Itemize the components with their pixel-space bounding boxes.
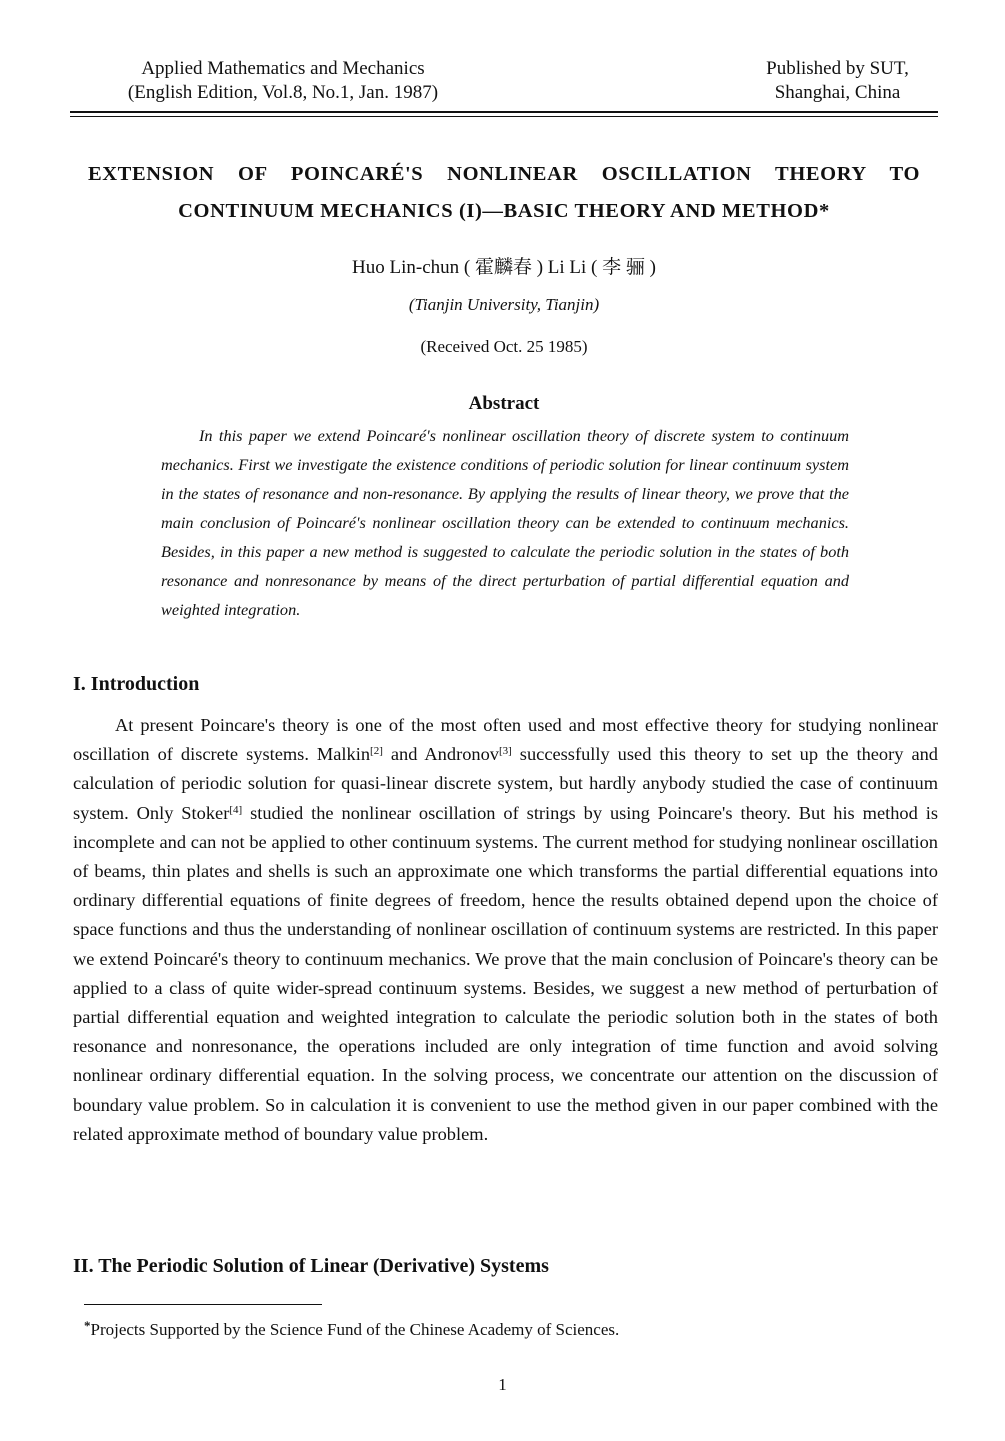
introduction-paragraph	[73, 711, 938, 1149]
publisher-header	[740, 57, 935, 105]
paper-title	[70, 156, 938, 230]
citation-2[interactable]: [2]	[370, 745, 383, 758]
authors: Huo Lin-chun ( 霍麟春 ) Li Li ( 李 骊 )	[352, 257, 656, 278]
intro-text-part-3: successfully used this theory to set up the theory and calculation of periodic solution for quasi-linear discrete system, but hardly anybody studied the case of continuum system. Only Stoker	[73, 744, 938, 823]
section-heading-periodic-solution: II. The Periodic Solution of Linear (Derivative) Systems	[73, 1255, 549, 1277]
journal-header	[73, 57, 493, 105]
title-line-1: EXTENSION OF POINCARÉ'S NONLINEAR OSCILLATION THEORY TO	[88, 163, 920, 185]
journal-edition: (English Edition, Vol.8, No.1, Jan. 1987)	[127, 82, 439, 103]
footnote-text: Projects Supported by the Science Fund of the Chinese Academy of Sciences.	[90, 1320, 620, 1339]
abstract-heading: Abstract	[468, 393, 540, 414]
section-heading-introduction: I. Introduction	[73, 673, 200, 695]
header-rule-thin	[70, 116, 938, 117]
abstract-text: In this paper we extend Poincaré's nonlinear oscillation theory of discrete system to continuum mechanics. First we investigate the existence conditions of periodic solution for linear continuum system in the states of resonance and non-resonance. By applying the results of linear theory, we prove that the main conclusion of Poincaré's nonlinear oscillation theory can be extended to continuum mechanics. Besides, in this paper a new method is suggested to calculate the periodic solution in the states of both resonance and nonresonance by means of the direct perturbation of partial differential equation and weighted integration.	[161, 426, 849, 619]
citation-3[interactable]: [3]	[498, 745, 512, 758]
received-date: (Received Oct. 25 1985)	[420, 337, 588, 356]
footnote-marker: *	[84, 1318, 91, 1333]
journal-name: Applied Mathematics and Mechanics	[141, 58, 425, 79]
intro-text-part-2: and Andronov	[382, 744, 499, 765]
footnote-rule	[84, 1304, 322, 1305]
citation-4[interactable]: [4]	[229, 803, 243, 816]
intro-text-part-1: At present Poincare's theory is one of the most often used and most effective theory for studying nonlinear oscillation of discrete systems. Malkin	[73, 715, 938, 765]
publisher-location: Shanghai, China	[774, 82, 901, 103]
page-number: 1	[498, 1375, 507, 1394]
footnote	[84, 1314, 619, 1342]
intro-text-part-4: studied the nonlinear oscillation of strings by using Poincare's theory. But his method is incomplete and can not be applied to other continuum systems. The current method for studying nonlinear oscillation of beams, thin plates and shells is such an approximate one which transforms the partial differential equations into ordinary differential equations of finite degrees of freedom, hence the results obtained depend upon the choice of space functions and thus the understanding of nonlinear oscillation of continuum systems are restricted. In this paper we extend Poincaré's theory to continuum mechanics. We prove that the main conclusion of Poincare's theory can be applied to a class of quite wider-spread continuum systems. Besides, we suggest a new method of perturbation of partial differential equation and weighted integration to calculate the periodic solution both in the states of both resonance and nonresonance, the operations included are only integration of time function and avoid solving nonlinear ordinary differential equation. In the solving process, we concentrate our attention on the discussion of boundary value problem. So in calculation it is convenient to use the method given in our paper combined with the related approximate method of boundary value problem.	[73, 802, 938, 1144]
affiliation: (Tianjin University, Tianjin)	[408, 295, 600, 314]
title-line-2: CONTINUUM MECHANICS (I)—BASIC THEORY AND METHOD*	[178, 200, 830, 222]
publisher-name: Published by SUT,	[766, 58, 909, 79]
header-rule-thick	[70, 111, 938, 113]
